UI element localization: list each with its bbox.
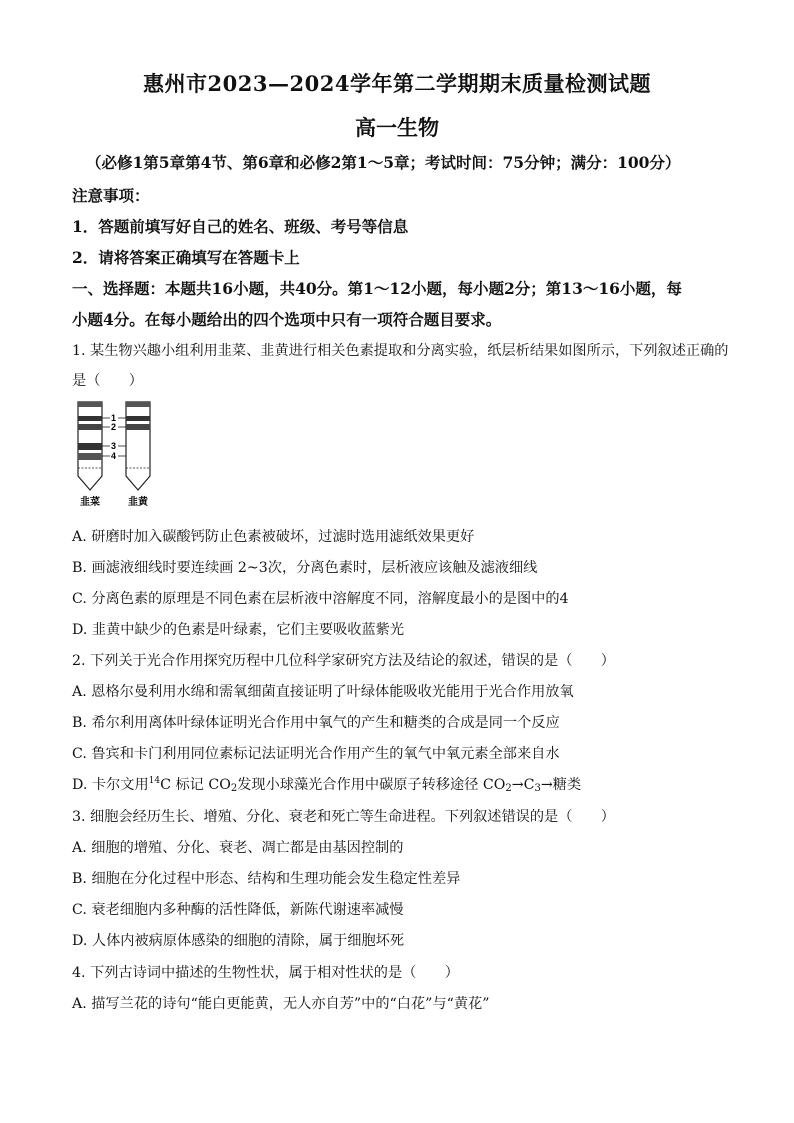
q3-option-d: D. 人体内被病原体感染的细胞的清除，属于细胞坏死 — [72, 933, 405, 949]
right-strip-label: 韭黄 — [128, 497, 148, 508]
q2-stem: 2. 下列关于光合作用探究历程中几位科学家研究方法及结论的叙述，错误的是（ ） — [72, 653, 615, 669]
band-label-4: 4 — [111, 451, 117, 461]
q2-option-c: C. 鲁宾和卡门利用同位素标记法证明光合作用产生的氧气中氧元素全部来自水 — [72, 746, 560, 762]
exam-title: 惠州市2023—2024学年第二学期期末质量检测试题 — [143, 71, 651, 96]
left-strip — [78, 402, 102, 490]
q2-option-a: A. 恩格尔曼利用水绵和需氧细菌直接证明了叶绿体能吸收光能用于光合作用放氧 — [72, 684, 574, 700]
exam-subject: 高一生物 — [355, 115, 439, 140]
section-heading-line-1: 一、选择题：本题共16小题，共40分。第1～12小题，每小题2分；第13～16小题，每 — [72, 279, 682, 298]
q3-stem: 3. 细胞会经历生长、增殖、分化、衰老和死亡等生命进程。下列叙述错误的是（ ） — [72, 809, 615, 825]
q1-stem-line-2: 是（ ） — [72, 373, 143, 389]
band-label-1: 1 — [111, 413, 117, 423]
q1-option-b: B. 画滤液细线时要连续画 2~3次，分离色素时，层析液应该触及滤液细线 — [72, 560, 538, 576]
right-strip — [126, 402, 150, 490]
notice-item-1: 1．答题前填写好自己的姓名、班级、考号等信息 — [72, 217, 409, 236]
q1-stem-line-1: 1. 某生物兴趣小组利用韭菜、韭黄进行相关色素提取和分离实验，纸层析结果如图所示，下列叙述正确的 — [72, 343, 729, 359]
chromatography-figure — [70, 398, 160, 510]
q4-stem: 4. 下列古诗词中描述的生物性状，属于相对性状的是（ ） — [72, 965, 459, 981]
q3-option-c: C. 衰老细胞内多种酶的活性降低，新陈代谢速率减慢 — [72, 902, 404, 918]
q3-option-a: A. 细胞的增殖、分化、衰老、凋亡都是由基因控制的 — [72, 840, 404, 856]
section-heading-line-2: 小题4分。在每小题给出的四个选项中只有一项符合题目要求。 — [72, 310, 502, 329]
q1-option-a: A. 研磨时加入碳酸钙防止色素被破坏，过滤时选用滤纸效果更好 — [72, 529, 475, 545]
q2-option-b: B. 希尔利用离体叶绿体证明光合作用中氧气的产生和糖类的合成是同一个反应 — [72, 715, 560, 731]
band-label-3: 3 — [111, 441, 117, 451]
q3-option-b: B. 细胞在分化过程中形态、结构和生理功能会发生稳定性差异 — [72, 871, 461, 887]
exam-scope: （必修1第5章第4节、第6章和必修2第1～5章；考试时间：75分钟；满分：100分） — [86, 153, 681, 172]
q4-option-a: A. 描写兰花的诗句“能白更能黄，无人亦自芳”中的“白花”与“黄花” — [72, 996, 490, 1012]
q1-option-c: C. 分离色素的原理是不同色素在层析液中溶解度不同，溶解度最小的是图中的4 — [72, 591, 569, 607]
q1-option-d: D. 韭黄中缺少的色素是叶绿素，它们主要吸收蓝紫光 — [72, 622, 405, 638]
notice-heading: 注意事项： — [72, 186, 150, 205]
band-label-2: 2 — [111, 422, 117, 432]
q2-option-d: D. 卡尔文用$^{14}$C 标记 $CO_2$发现小球藻光合作用中碳原子转移途径 $CO_2\to C_3\to$糖类 — [72, 776, 582, 794]
left-strip-label: 韭菜 — [80, 497, 100, 508]
notice-item-2: 2．请将答案正确填写在答题卡上 — [72, 248, 300, 267]
